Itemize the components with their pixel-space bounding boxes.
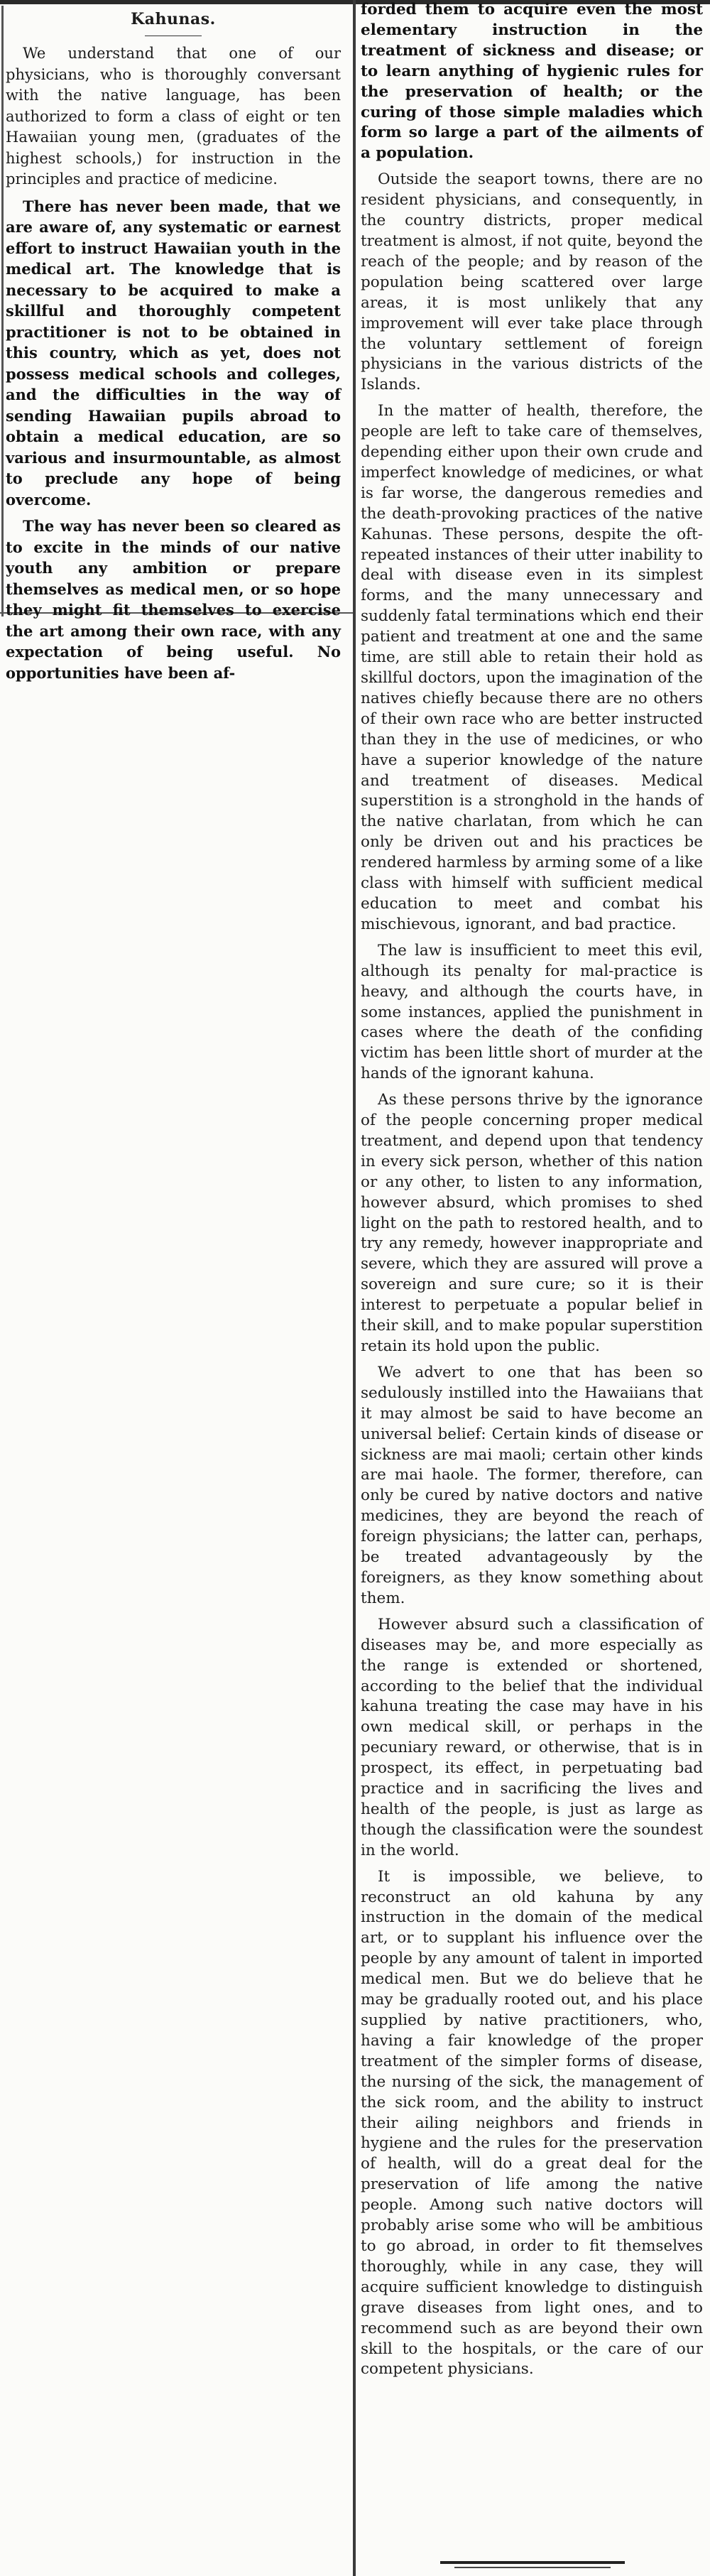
end-of-article-rule-thin bbox=[454, 2567, 611, 2568]
paragraph-right-1: forded them to acquire even the most elementary instruction in the treatment of sickness and disease; or to learn anything of hygienic rules for the preservation of health; or the curing of those simple maladies which form so large a part of the ailments of a population. bbox=[361, 1, 703, 163]
end-of-article-rule bbox=[440, 2561, 625, 2564]
article-title: Kahunas. bbox=[131, 10, 216, 28]
paragraph-right-7: However absurd such a classification of diseases may be, and more especially as the range is extended or shortened, according to the belief that the individual kahuna treating the case may have in his own medical skill, or perhaps in the pecuniary reward, or otherwise, that is in prospect, its effect, in perpetuating bad practice and in sacrificing the lives and health of the people, is just as large as though the classification were the soundest in the world. bbox=[361, 1615, 703, 1859]
column-divider bbox=[353, 0, 356, 2576]
paragraph-left-3: The way has never been so cleared as to excite in the minds of our native youth any ambition or prepare themselves as medical men, or so hope they might fit themselves to exercise the art among their own race, with any expectation of being useful. No opportunities have been af- bbox=[6, 517, 341, 682]
paragraph-left-2: There has never been made, that we are aware of, any systematic or earnest effort to instruct Hawaiian youth in the medical art. The knowledge that is necessary to be acquired to make a skillful and thoroughly competent practitioner is not to be obtained in this country, which as yet, does not possess medical schools and colleges, and the difficulties in the way of sending Hawaiian pupils abroad to obtain a medical education, are so various and insurmountable, as almost to preclude any hope of being overcome. bbox=[6, 197, 341, 509]
paragraph-right-3: In the matter of health, therefore, the people are left to take care of themselves, depending either upon their own crude and imperfect knowledge of medicines, or what is far worse, the dangerous remedies and the death-provoking practices of the native Kahunas. These persons, despite the oft-repeated instances of their utter inability to deal with disease even in its simplest forms, and the many unnecessary and suddenly fatal terminations which end their patient and treatment at one and the same time, are still able to retain their hold as skillful doctors, upon the imagination of the natives chiefly because there are no others of their own race who are better instructed than they in the use of medicines, or who have a superior knowledge of the nature and treatment of diseases. Medical superstition is a stronghold in the hands of the native charlatan, from which he can only be driven out and his practices be rendered harmless by arming some of a like class with himself with sufficient medical education to meet and combat his mischievous, ignorant, and bad practice. bbox=[361, 402, 703, 933]
right-column bbox=[361, 0, 703, 2557]
paragraph-right-2: Outside the seaport towns, there are no resident physicians, and consequently, in the country districts, proper medical treatment is almost, if not quite, beyond the reach of the people; and by reason of the population being scattered over large areas, it is most unlikely that any improvement will ever take place through the voluntary settlement of foreign physicians in the various districts of the Islands. bbox=[361, 170, 703, 394]
paragraph-right-4: The law is insufficient to meet this evil, although its penalty for mal-practice is heavy, and although the courts have, in some instances, applied the punishment in cases where the death of the confiding victim has been little short of murder at the hands of the ignorant kahuna. bbox=[361, 941, 703, 1083]
paragraph-right-6: We advert to one that has been so sedulously instilled into the Hawaiians that it may almost be said to have become an universal belief: Certain kinds of disease or sickness are mai maoli; certain other kinds are mai haole. The former, therefore, can only be cured by native doctors and native medicines, they are beyond the reach of foreign physicians; the latter can, perhaps, be treated advantageously by the foreigners, as they know something about them. bbox=[361, 1363, 703, 1607]
paragraph-right-8: It is impossible, we believe, to reconstruct an old kahuna by any instruction in the domain of the medical art, or to supplant his influence over the people by any amount of talent in imported medical men. But we do believe that he may be gradually rooted out, and his place supplied by native practitioners, who, having a fair knowledge of the proper treatment of the simpler forms of disease, the nursing of the sick, the management of the sick room, and the ability to instruct their ailing neighbors and friends in hygiene and the rules for the preservation of health, will do a great deal for the preservation of life among the native people. Among such native doctors will probably arise some who will be ambitious to go abroad, in order to fit themselves thoroughly, while in any case, they will acquire sufficient knowledge to distinguish grave diseases from light ones, and to recommend such as are beyond their own skill to the hospitals, or the care of our competent physicians. bbox=[361, 1867, 703, 2379]
paragraph-right-5: As these persons thrive by the ignorance of the people concerning proper medical treatment, and depend upon that tendency in every sick person, whether of this nation or any other, to listen to any information, however absurd, which promises to shed light on the path to restored health, and to try any remedy, however inappropriate and severe, which they are assured will prove a sovereign and sure cure; so it is their interest to perpetuate a popular belief in their skill, and to make popular superstition retain its hold upon the public. bbox=[361, 1091, 703, 1355]
left-column bbox=[6, 6, 341, 682]
left-margin-rule bbox=[1, 6, 4, 616]
paragraph-left-1: We understand that one of our physicians, who is thoroughly conversant with the native language, has been authorized to form a class of eight or ten Hawaiian young men, (graduates of the highest schools,) for instruction in the principles and practice of medicine. bbox=[6, 45, 341, 188]
